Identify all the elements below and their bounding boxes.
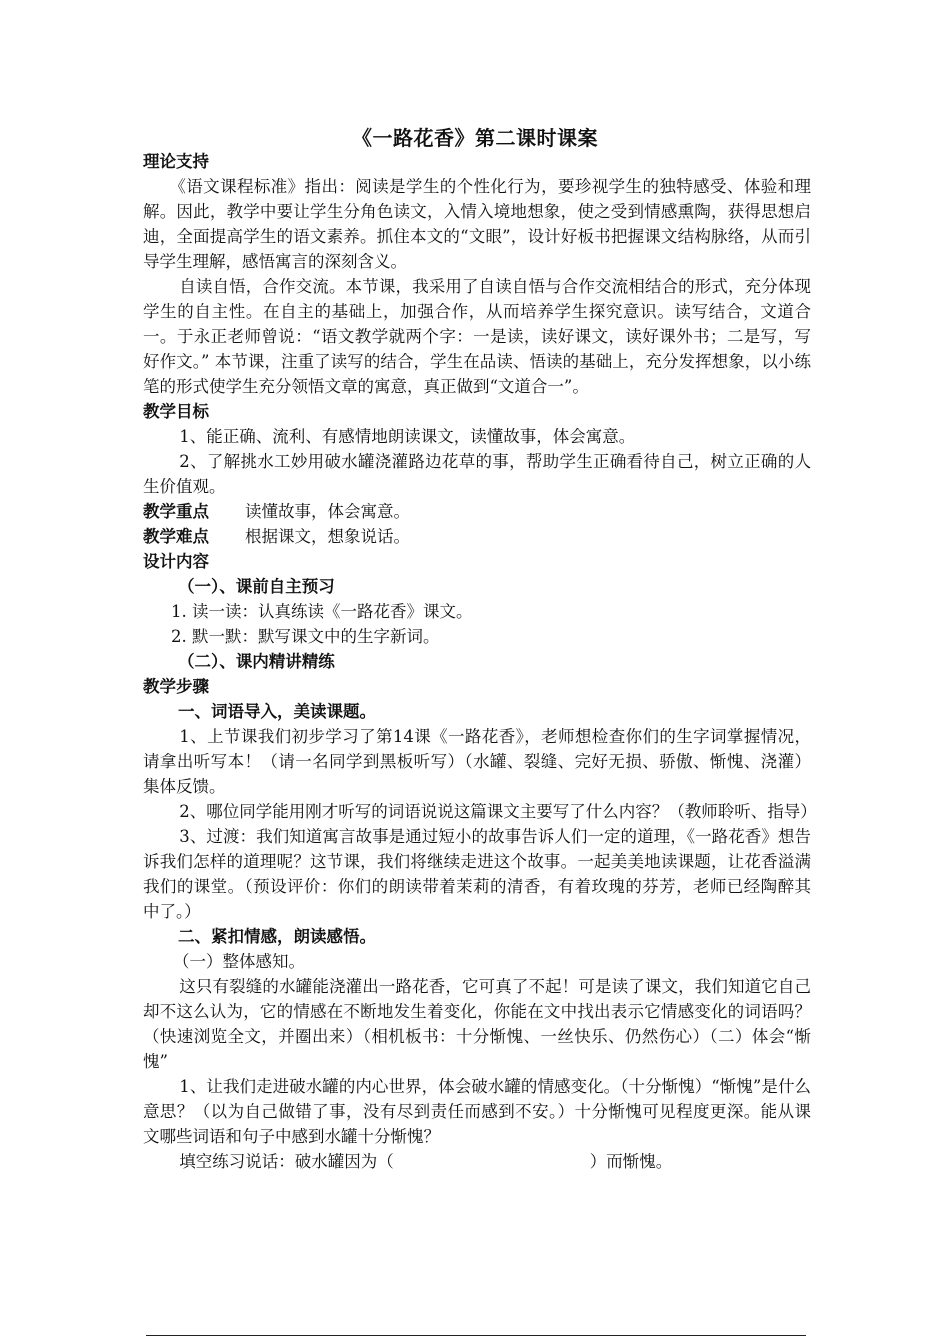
- key-point-row: [143, 499, 811, 524]
- step-1-paragraph-1: 1、上节课我们初步学习了第14课《一路花香》，老师想检查你们的生字词掌握情况，请拿出听写本！（请一名同学到黑板听写）（水罐、裂缝、完好无损、骄傲、惭愧、浇灌）集体反馈。: [143, 727, 811, 796]
- design-item-2: 2. 默一默：默写课文中的生字新词。: [171, 627, 440, 646]
- step-2-subheading: （一）整体感知。: [173, 952, 305, 971]
- step-2-paragraph-1: 这只有裂缝的水罐能浇灌出一路花香，它可真了不起！可是读了课文，我们知道它自己却不这么认为，它的情感在不断地发生着变化，你能在文中找出表示它情感变化的词语吗？（快速浏览全文，并圈出来）（相机板书：十分惭愧、一丝快乐、仍然伤心）（二）体会“惭愧”: [143, 977, 811, 1071]
- step-1-paragraph-3: 3、过渡：我们知道寓言故事是通过短小的故事告诉人们一定的道理，《一路花香》想告诉我们怎样的道理呢？这节课，我们将继续走进这个故事。一起美美地读课题，让花香溢满我们的课堂。（预设评价：你们的朗读带着茉莉的清香，有着玫瑰的芬芳，老师已经陶醉其中了。）: [143, 827, 811, 921]
- key-point-label: 教学重点: [143, 502, 209, 521]
- difficulty-text: 根据课文，想象说话。: [245, 527, 410, 546]
- paragraph-theory-2: 自读自悟，合作交流。本节课，我采用了自读自悟与合作交流相结合的形式，充分体现学生的自主性。在自主的基础上，加强合作，从而培养学生探究意识。读写结合，文道合一。于永正老师曾说：“语文教学就两个字：一是读，读好课文，读好课外书；二是写，写好作文。” 本节课，注重了读写的结合，学生在品读、悟读的基础上，充分发挥想象，以小练笔的形式使学生充分领悟文章的寓意，真正做到“文道合一”。: [143, 277, 811, 396]
- step-1-paragraph-2: 2、哪位同学能用刚才听写的词语说说这篇课文主要写了什么内容？（教师聆听、指导）: [179, 802, 817, 821]
- key-point-text: 读懂故事，体会寓意。: [245, 502, 410, 521]
- step-2-title: 二、紧扣情感，朗读感悟。: [178, 927, 376, 946]
- heading-theory: 理论支持: [143, 152, 209, 171]
- heading-design: 设计内容: [143, 552, 209, 571]
- document-title: 《一路花香》第二课时课案: [352, 126, 598, 150]
- step-2-paragraph-2: 1、让我们走进破水罐的内心世界，体会破水罐的情感变化。（十分惭愧）“惭愧”是什么意思？（以为自己做错了事，没有尽到责任而感到不安。）十分惭愧可见程度更深。能从课文哪些词语和句子中感到水罐十分惭愧？: [143, 1077, 811, 1146]
- difficulty-row: [143, 524, 811, 549]
- heading-goals: 教学目标: [143, 402, 209, 421]
- goal-2: 2、了解挑水工妙用破水罐浇灌路边花草的事，帮助学生正确看待自己，树立正确的人生价值观。: [143, 452, 811, 496]
- document-body: [143, 149, 817, 1174]
- heading-steps: 教学步骤: [143, 677, 209, 696]
- paragraph-theory-1: 《语文课程标准》指出：阅读是学生的个性化行为，要珍视学生的独特感受、体验和理解。因此，教学中要让学生分角色读文，入情入境地想象，使之受到情感熏陶，获得思想启迪，全面提高学生的语文素养。抓住本文的“文眼”，设计好板书把握课文结构脉络，从而引导学生理解，感悟寓言的深刻含义。: [143, 177, 811, 271]
- difficulty-label: 教学难点: [143, 527, 209, 546]
- goal-1: 1、能正确、流利、有感情地朗读课文，读懂故事，体会寓意。: [179, 427, 636, 446]
- fill-exercise-suffix: ）而惭愧。: [589, 1152, 673, 1171]
- footer-rule: [146, 1335, 806, 1336]
- step-1-title: 一、词语导入，美读课题。: [178, 702, 376, 721]
- fill-exercise-prefix: 填空练习说话：破水罐因为（: [179, 1152, 394, 1171]
- design-part-2: （二）、课内精讲精练: [178, 652, 335, 671]
- fill-exercise: [143, 1149, 811, 1174]
- design-part-1: （一）、课前自主预习: [178, 577, 335, 596]
- design-item-1: 1. 读一读：认真练读《一路花香》课文。: [171, 602, 473, 621]
